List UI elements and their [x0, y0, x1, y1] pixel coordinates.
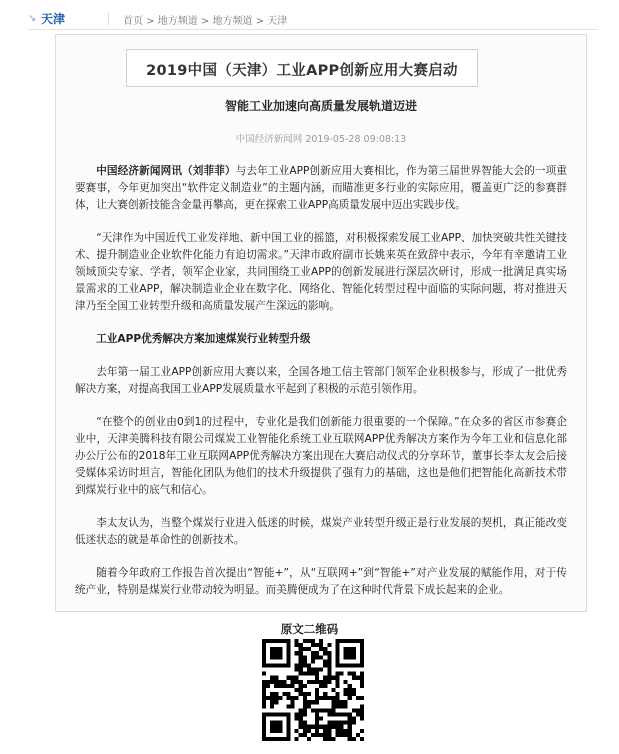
top-breadcrumb-bar — [28, 9, 598, 30]
paragraph: 中国经济新闻网讯（刘菲菲）与去年工业APP创新应用大赛相比，作为第三届世界智能大会的一项重要赛事，今年更加突出“软件定义制造业”的主题内涵，而瞄准更多行业的实际应用，覆盖更广泛的参赛群体，让大赛创新技能含金量再攀高，更在探索工业APP高质量发展中迈出实践步伐。 — [75, 165, 567, 211]
paragraph: 李太友认为，当整个煤炭行业进入低迷的时候，煤炭产业转型升级正是行业发展的契机，真正能改变低迷状态的就是革命性的创新技术。 — [75, 517, 567, 546]
qr-caption: 原文二维码 — [280, 622, 339, 636]
article-source[interactable]: 中国经济新闻网 — [235, 134, 303, 145]
divider — [108, 12, 109, 25]
title-box — [126, 49, 478, 87]
article-datetime: 2019-05-28 09:08:13 — [305, 134, 407, 145]
article-lead: 中国经济新闻网讯（刘菲菲） — [96, 165, 236, 177]
city-channel-link[interactable]: 天津 — [41, 12, 66, 26]
paragraph: 随着今年政府工作报告首次提出“智能+”，从“互联网+”到“智能+”对产业发展的赋能作用，对于传统产业，特别是煤炭行业带动较为明显。而美腾便成为了在这种时代背景下成长起来的企业。 — [75, 567, 567, 596]
article-body — [75, 163, 567, 612]
breadcrumb[interactable]: 首页 > 地方频道 > 地方频道 > 天津 — [123, 16, 288, 27]
section-heading: 工业APP优秀解决方案加速煤炭行业转型升级 — [96, 333, 311, 345]
paragraph: “在整个的创业由0到1的过程中，专业化是我们创新能力很重要的一个保障。”在众多的省区市参赛企业中，天津美腾科技有限公司煤炭工业智能化系统工业互联网APP优秀解决方案作为今年工业和信息化部办公厅公布的2018年工业互联网APP优秀解决方案出现在大赛启动仪式的分享环节，董事长李太友会后接受媒体采访时坦言，智能化团队为他们的技术升级提供了强有力的基础，这也是他们把智能化高新技术带到煤炭行业中的底气和信心。 — [75, 416, 567, 496]
paragraph: “天津作为中国近代工业发祥地、新中国工业的摇篮，对积极探索发展工业APP、加快突破共性关键技术、提升制造业企业软件化能力有迫切需求。”天津市政府副市长姚来英在致辞中表示，今年有幸邀请工业领域顶尖专家、学者，领军企业家，共同围绕工业APP的创新发展进行深层次研讨，形成一批满足真实场景需求的工业APP，解决制造业企业在数字化、网络化、智能化转型过程中面临的实际问题，将对推进天津乃至全国工业转型升级和高质量发展产生深远的影响。 — [75, 232, 567, 312]
article-meta — [56, 131, 586, 145]
arrow-icon: ↘ — [28, 13, 37, 24]
paragraph: 去年第一届工业APP创新应用大赛以来，全国各地工信主管部门领军企业积极参与，形成了一批优秀解决方案，对提高我国工业APP发展质量水平起到了积极的示范引领作用。 — [75, 366, 567, 395]
article-subtitle: 智能工业加速向高质量发展轨道迈进 — [224, 99, 417, 113]
qr-code-icon — [262, 639, 364, 741]
article-container — [55, 34, 587, 612]
page-title: 2019中国（天津）工业APP创新应用大赛启动 — [146, 63, 458, 79]
